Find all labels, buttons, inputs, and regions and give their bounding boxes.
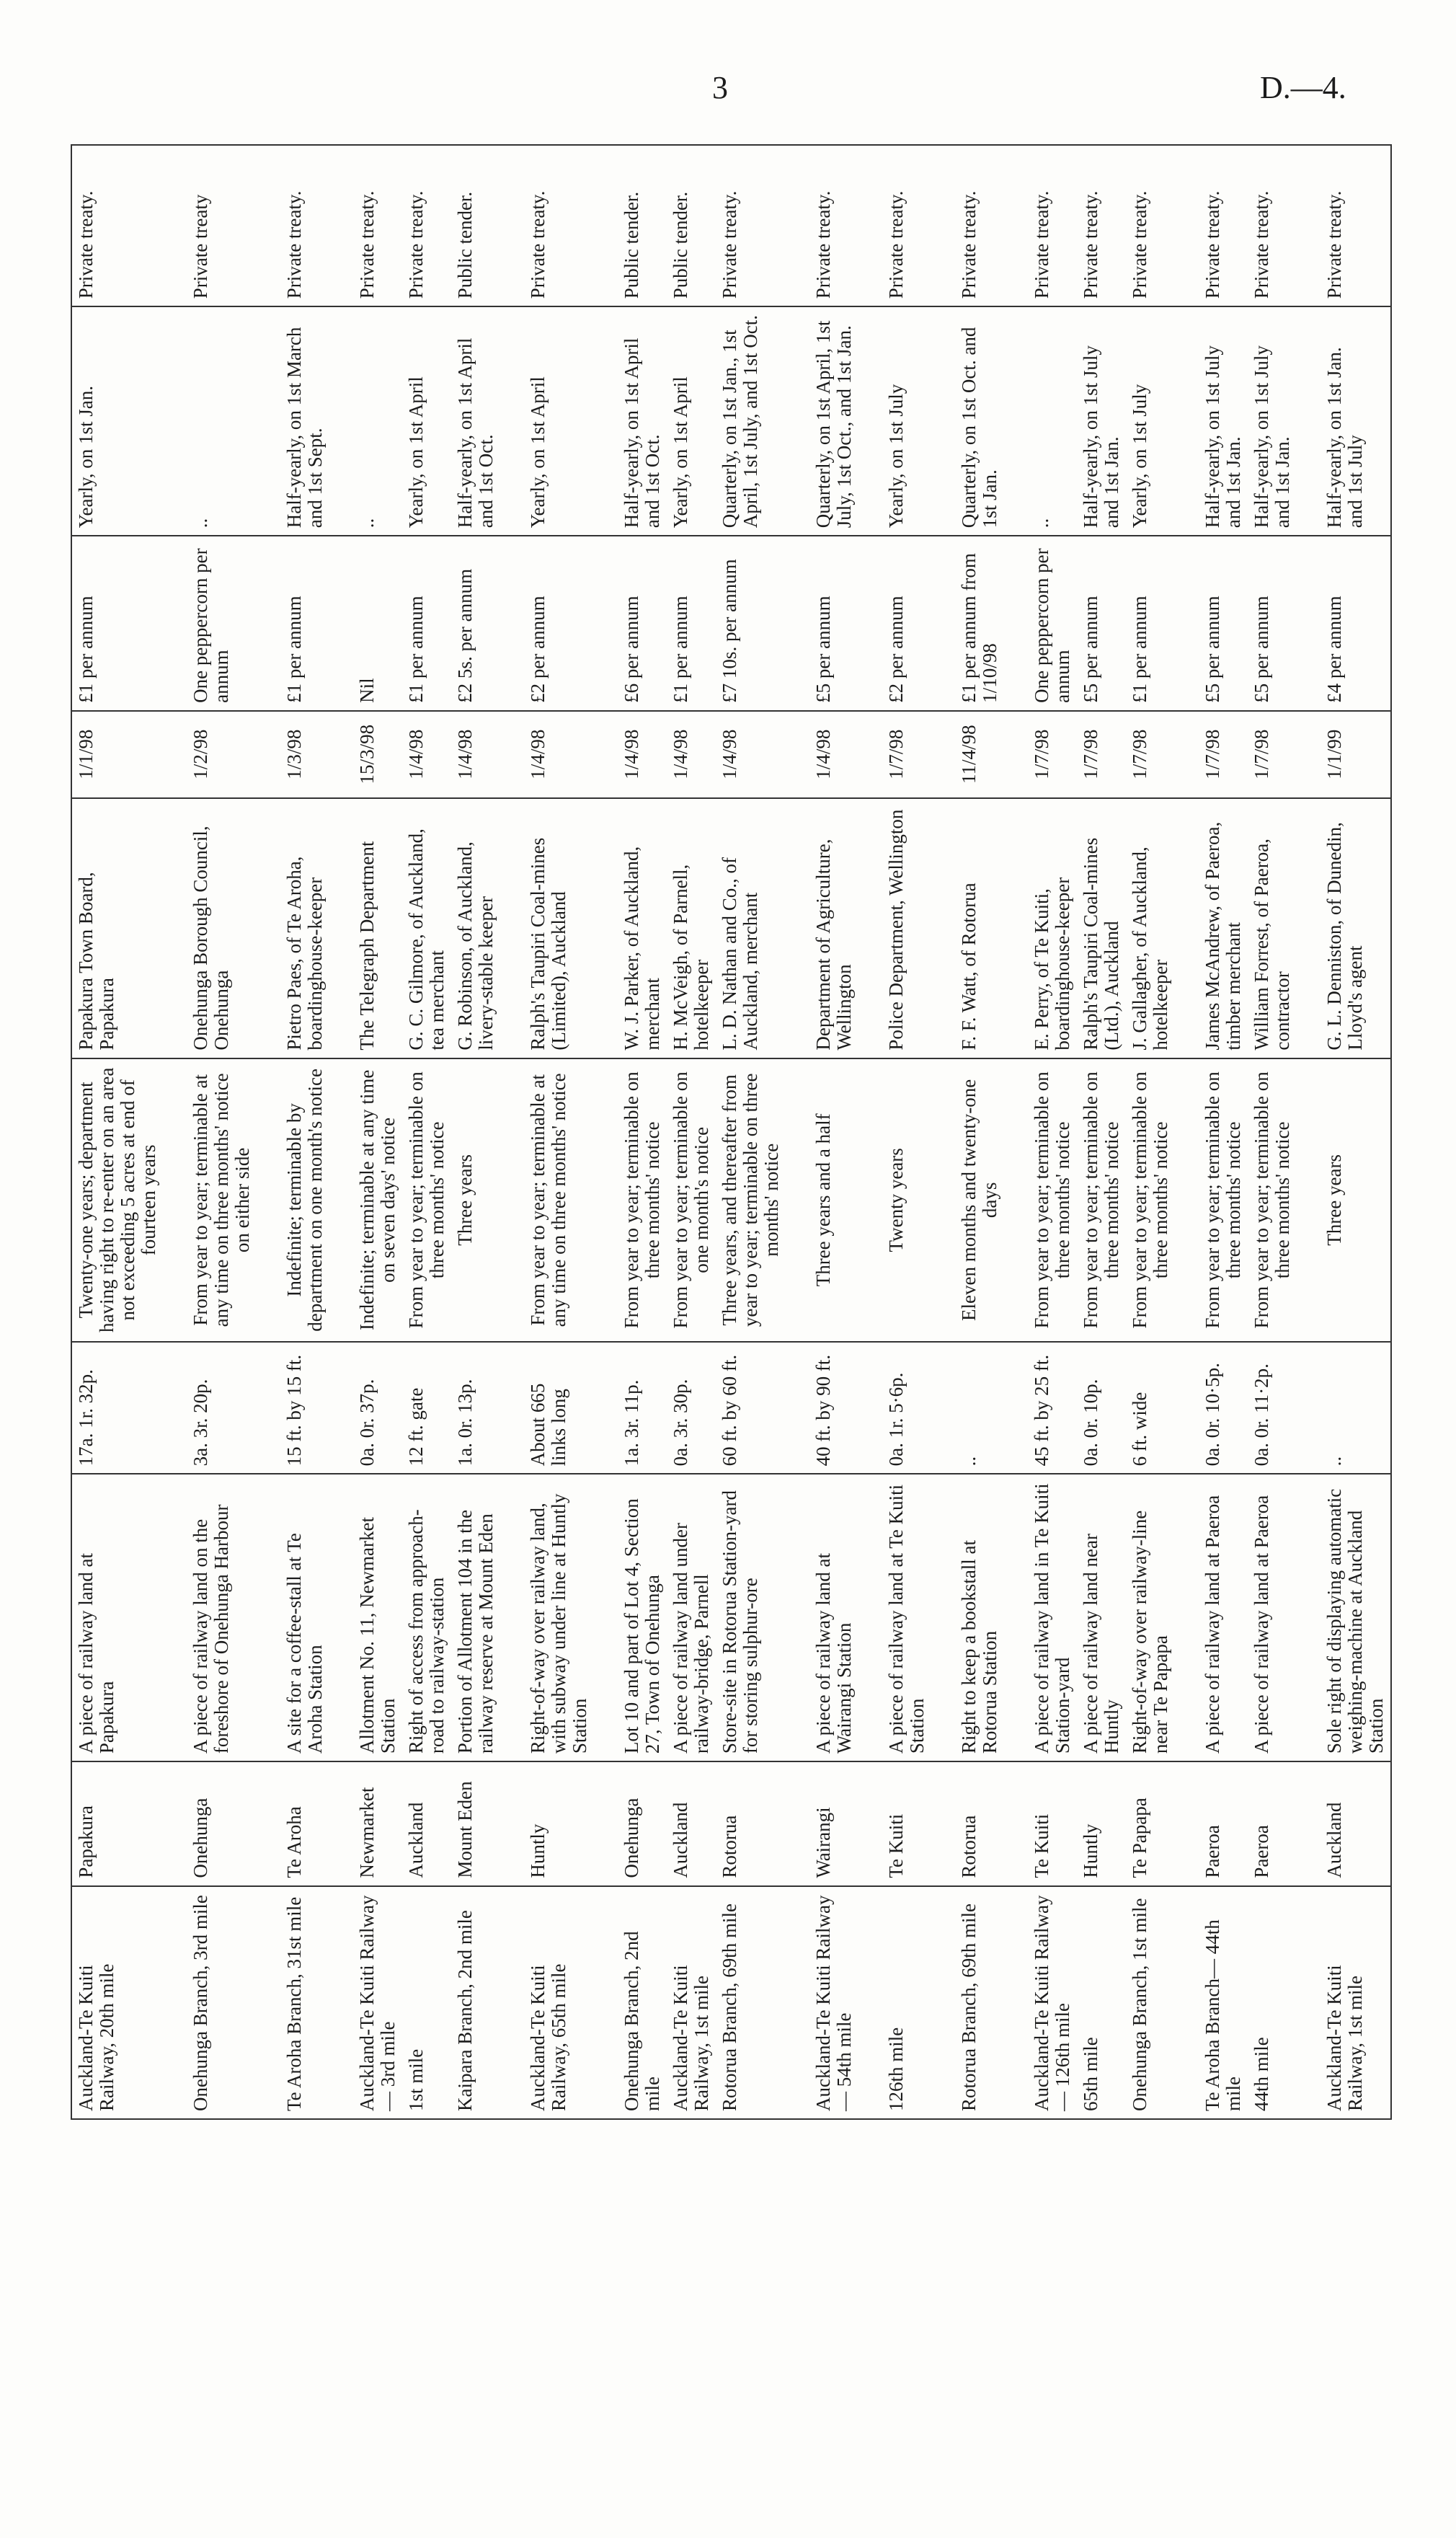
document-code: D.—4. bbox=[1260, 70, 1346, 105]
description-cell: A piece of railway land at Paeroa bbox=[1175, 1474, 1248, 1761]
rental-cell: £5 per annum bbox=[1248, 536, 1297, 711]
payment-cell: Quarterly, on 1st Oct. and 1st Jan. bbox=[931, 306, 1004, 536]
rental-cell: One peppercorn per annum bbox=[1004, 536, 1077, 711]
date-cell: 1/4/98 bbox=[667, 711, 716, 798]
railway-cell: Auckland-Te Kuiti Railway— 3rd mile bbox=[329, 1886, 402, 2119]
date-cell: 1/7/98 bbox=[1077, 711, 1126, 798]
rental-cell: £1 per annum bbox=[1126, 536, 1175, 711]
method-cell: Private treaty. bbox=[1175, 145, 1248, 306]
rental-cell: £4 per annum bbox=[1297, 536, 1391, 711]
term-cell: From year to year; terminable on three months' notice bbox=[1175, 1058, 1248, 1342]
railway-cell: 1st mile bbox=[402, 1886, 451, 2119]
term-cell: Indefinite; terminable by department on one month's notice bbox=[257, 1058, 329, 1342]
lessee-cell: Papakura Town Board, Papakura bbox=[71, 798, 163, 1058]
lessee-cell: The Telegraph Department bbox=[329, 798, 402, 1058]
method-cell: Private treaty. bbox=[402, 145, 451, 306]
term-cell: Three years bbox=[451, 1058, 500, 1342]
description-cell: A piece of railway land at Papakura bbox=[71, 1474, 163, 1761]
payment-cell: .. bbox=[1004, 306, 1077, 536]
lessee-cell: Ralph's Taupiri Coal-mines (Ltd.), Auckland bbox=[1077, 798, 1126, 1058]
description-cell: Right to keep a bookstall at Rotorua Station bbox=[931, 1474, 1004, 1761]
table-row bbox=[716, 145, 786, 2119]
station-cell: Onehunga bbox=[594, 1761, 667, 1885]
description-cell: Right-of-way over railway land, with subway under line at Huntly Station bbox=[500, 1474, 594, 1761]
description-cell: Portion of Allotment 104 in the railway reserve at Mount Eden bbox=[451, 1474, 500, 1761]
table-row bbox=[71, 145, 163, 2119]
term-cell: From year to year; terminable on three months' notice bbox=[594, 1058, 667, 1342]
railway-cell: 65th mile bbox=[1077, 1886, 1126, 2119]
method-cell: Private treaty. bbox=[1126, 145, 1175, 306]
station-cell: Auckland bbox=[667, 1761, 716, 1885]
rental-cell: Nil bbox=[329, 536, 402, 711]
table-row bbox=[1297, 145, 1391, 2119]
payment-cell: Yearly, on 1st April bbox=[500, 306, 594, 536]
railway-cell: Te Aroha Branch— 44th mile bbox=[1175, 1886, 1248, 2119]
description-cell: A piece of railway land at Paeroa bbox=[1248, 1474, 1297, 1761]
area-cell: 3a. 3r. 20p. bbox=[163, 1342, 257, 1474]
area-cell: 0a. 3r. 30p. bbox=[667, 1342, 716, 1474]
station-cell: Rotorua bbox=[716, 1761, 786, 1885]
method-cell: Private treaty. bbox=[329, 145, 402, 306]
term-cell: Indefinite; terminable at any time on seven days' notice bbox=[329, 1058, 402, 1342]
payment-cell: .. bbox=[163, 306, 257, 536]
date-cell: 1/4/98 bbox=[716, 711, 786, 798]
area-cell: 12 ft. gate bbox=[402, 1342, 451, 1474]
method-cell: Private treaty. bbox=[931, 145, 1004, 306]
lessee-cell: E. Perry, of Te Kuiti, boardinghouse-keeper bbox=[1004, 798, 1077, 1058]
method-cell: Public tender. bbox=[451, 145, 500, 306]
date-cell: 1/7/98 bbox=[858, 711, 931, 798]
railway-cell: 44th mile bbox=[1248, 1886, 1297, 2119]
lessee-cell: Onehunga Borough Council, Onehunga bbox=[163, 798, 257, 1058]
method-cell: Private treaty. bbox=[858, 145, 931, 306]
table-row bbox=[931, 145, 1004, 2119]
railway-cell: Auckland-Te Kuiti Railway— 126th mile bbox=[1004, 1886, 1077, 2119]
rental-cell: £1 per annum bbox=[257, 536, 329, 711]
description-cell: Right-of-way over railway-line near Te Papapa bbox=[1126, 1474, 1175, 1761]
lessee-cell: G. C. Gilmore, of Auckland, tea merchant bbox=[402, 798, 451, 1058]
date-cell: 1/7/98 bbox=[1248, 711, 1297, 798]
date-cell: 1/3/98 bbox=[257, 711, 329, 798]
term-cell: From year to year; terminable on three months' notice bbox=[1077, 1058, 1126, 1342]
payment-cell: .. bbox=[329, 306, 402, 536]
station-cell: Te Kuiti bbox=[858, 1761, 931, 1885]
payment-cell: Half-yearly, on 1st March and 1st Sept. bbox=[257, 306, 329, 536]
date-cell: 1/7/98 bbox=[1175, 711, 1248, 798]
area-cell: 0a. 1r. 5·6p. bbox=[858, 1342, 931, 1474]
railway-cell: Te Aroha Branch, 31st mile bbox=[257, 1886, 329, 2119]
rental-cell: £5 per annum bbox=[786, 536, 858, 711]
rental-cell: £6 per annum bbox=[594, 536, 667, 711]
description-cell: A piece of railway land under railway-bridge, Parnell bbox=[667, 1474, 716, 1761]
method-cell: Public tender. bbox=[667, 145, 716, 306]
railway-cell: Auckland-Te Kuiti Railway— 54th mile bbox=[786, 1886, 858, 2119]
area-cell: 0a. 0r. 37p. bbox=[329, 1342, 402, 1474]
term-cell: Three years bbox=[1297, 1058, 1391, 1342]
date-cell: 1/4/98 bbox=[451, 711, 500, 798]
term-cell: From year to year; terminable at any time on three months' notice bbox=[500, 1058, 594, 1342]
table-row bbox=[402, 145, 451, 2119]
payment-cell: Half-yearly, on 1st July and 1st Jan. bbox=[1248, 306, 1297, 536]
payment-cell: Quarterly, on 1st April, 1st July, 1st Oct., and 1st Jan. bbox=[786, 306, 858, 536]
station-cell: Te Papapa bbox=[1126, 1761, 1175, 1885]
railway-cell: Rotorua Branch, 69th mile bbox=[716, 1886, 786, 2119]
table-row bbox=[1077, 145, 1126, 2119]
station-cell: Te Kuiti bbox=[1004, 1761, 1077, 1885]
railway-cell: 126th mile bbox=[858, 1886, 931, 2119]
lessee-cell: James McAndrew, of Paeroa, timber merchant bbox=[1175, 798, 1248, 1058]
description-cell: Sole right of displaying automatic weighing-machine at Auckland Station bbox=[1297, 1474, 1391, 1761]
date-cell: 1/2/98 bbox=[163, 711, 257, 798]
area-cell: .. bbox=[1297, 1342, 1391, 1474]
lessee-cell: L. D. Nathan and Co., of Auckland, merchant bbox=[716, 798, 786, 1058]
date-cell: 15/3/98 bbox=[329, 711, 402, 798]
lessee-cell: William Forrest, of Paeroa, contractor bbox=[1248, 798, 1297, 1058]
table-row bbox=[1175, 145, 1248, 2119]
term-cell: Three years, and thereafter from year to year; terminable on three months' notice bbox=[716, 1058, 786, 1342]
method-cell: Private treaty. bbox=[1248, 145, 1297, 306]
table-row bbox=[858, 145, 931, 2119]
date-cell: 11/4/98 bbox=[931, 711, 1004, 798]
method-cell: Public tender. bbox=[594, 145, 667, 306]
station-cell: Newmarket bbox=[329, 1761, 402, 1885]
rental-cell: £7 10s. per annum bbox=[716, 536, 786, 711]
railway-cell: Rotorua Branch, 69th mile bbox=[931, 1886, 1004, 2119]
method-cell: Private treaty. bbox=[500, 145, 594, 306]
date-cell: 1/7/98 bbox=[1126, 711, 1175, 798]
lessee-cell: J. Gallagher, of Auckland, hotelkeeper bbox=[1126, 798, 1175, 1058]
date-cell: 1/4/98 bbox=[500, 711, 594, 798]
table-row bbox=[451, 145, 500, 2119]
payment-cell: Yearly, on 1st April bbox=[667, 306, 716, 536]
date-cell: 1/4/98 bbox=[594, 711, 667, 798]
method-cell: Private treaty. bbox=[716, 145, 786, 306]
term-cell: From year to year; terminable on three months' notice bbox=[1004, 1058, 1077, 1342]
lessee-cell: Pietro Paes, of Te Aroha, boardinghouse-keeper bbox=[257, 798, 329, 1058]
description-cell: A piece of railway land in Te Kuiti Station-yard bbox=[1004, 1474, 1077, 1761]
table-row bbox=[667, 145, 716, 2119]
rental-cell: £1 per annum bbox=[71, 536, 163, 711]
payment-cell: Half-yearly, on 1st July and 1st Jan. bbox=[1175, 306, 1248, 536]
railway-cell: Auckland-Te Kuiti Railway, 20th mile bbox=[71, 1886, 163, 2119]
term-cell: From year to year; terminable on three months' notice bbox=[402, 1058, 451, 1342]
rental-cell: £2 per annum bbox=[858, 536, 931, 711]
table-row bbox=[329, 145, 402, 2119]
area-cell: 0a. 0r. 11·2p. bbox=[1248, 1342, 1297, 1474]
area-cell: 45 ft. by 25 ft. bbox=[1004, 1342, 1077, 1474]
area-cell: 0a. 0r. 10·5p. bbox=[1175, 1342, 1248, 1474]
area-cell: 6 ft. wide bbox=[1126, 1342, 1175, 1474]
station-cell: Te Aroha bbox=[257, 1761, 329, 1885]
table-row bbox=[1004, 145, 1077, 2119]
description-cell: A site for a coffee-stall at Te Aroha Station bbox=[257, 1474, 329, 1761]
date-cell: 1/7/98 bbox=[1004, 711, 1077, 798]
table-row bbox=[1248, 145, 1297, 2119]
rental-cell: One peppercorn per annum bbox=[163, 536, 257, 711]
date-cell: 1/1/98 bbox=[71, 711, 163, 798]
page-number: 3 bbox=[712, 70, 728, 105]
station-cell: Auckland bbox=[1297, 1761, 1391, 1885]
rental-cell: £5 per annum bbox=[1175, 536, 1248, 711]
table-row bbox=[1126, 145, 1175, 2119]
rental-cell: £5 per annum bbox=[1077, 536, 1126, 711]
date-cell: 1/4/98 bbox=[786, 711, 858, 798]
payment-cell: Yearly, on 1st July bbox=[1126, 306, 1175, 536]
lessee-cell: H. McVeigh, of Parnell, hotelkeeper bbox=[667, 798, 716, 1058]
area-cell: .. bbox=[931, 1342, 1004, 1474]
station-cell: Paeroa bbox=[1175, 1761, 1248, 1885]
payment-cell: Half-yearly, on 1st April and 1st Oct. bbox=[594, 306, 667, 536]
description-cell: Right of access from approach-road to railway-station bbox=[402, 1474, 451, 1761]
payment-cell: Yearly, on 1st April bbox=[402, 306, 451, 536]
station-cell: Huntly bbox=[500, 1761, 594, 1885]
rental-cell: £2 5s. per annum bbox=[451, 536, 500, 711]
description-cell: A piece of railway land on the foreshore of Onehunga Harbour bbox=[163, 1474, 257, 1761]
description-cell: Store-site in Rotorua Station-yard for storing sulphur-ore bbox=[716, 1474, 786, 1761]
payment-cell: Yearly, on 1st July bbox=[858, 306, 931, 536]
term-cell: From year to year; terminable on one month's notice bbox=[667, 1058, 716, 1342]
lessee-cell: Ralph's Taupiri Coal-mines (Limited), Auckland bbox=[500, 798, 594, 1058]
rental-cell: £1 per annum bbox=[402, 536, 451, 711]
payment-cell: Half-yearly, on 1st July and 1st Jan. bbox=[1077, 306, 1126, 536]
method-cell: Private treaty. bbox=[1077, 145, 1126, 306]
station-cell: Wairangi bbox=[786, 1761, 858, 1885]
station-cell: Auckland bbox=[402, 1761, 451, 1885]
term-cell: Eleven months and twenty-one days bbox=[931, 1058, 1004, 1342]
rental-cell: £2 per annum bbox=[500, 536, 594, 711]
area-cell: 15 ft. by 15 ft. bbox=[257, 1342, 329, 1474]
station-cell: Paeroa bbox=[1248, 1761, 1297, 1885]
term-cell: Twenty-one years; department having right to re-enter on an area not exceeding 5 acres at end of fourteen years bbox=[71, 1058, 163, 1342]
railway-cell: Auckland-Te Kuiti Railway, 1st mile bbox=[667, 1886, 716, 2119]
table-row bbox=[257, 145, 329, 2119]
rotated-table-container bbox=[71, 144, 1387, 2120]
area-cell: 60 ft. by 60 ft. bbox=[716, 1342, 786, 1474]
term-cell: From year to year; terminable on three months' notice bbox=[1248, 1058, 1297, 1342]
method-cell: Private treaty. bbox=[1297, 145, 1391, 306]
term-cell: From year to year; terminable at any time on three months' notice on either side bbox=[163, 1058, 257, 1342]
station-cell: Onehunga bbox=[163, 1761, 257, 1885]
rental-cell: £1 per annum bbox=[667, 536, 716, 711]
term-cell: From year to year; terminable on three months' notice bbox=[1126, 1058, 1175, 1342]
station-cell: Mount Eden bbox=[451, 1761, 500, 1885]
payment-cell: Half-yearly, on 1st Jan. and 1st July bbox=[1297, 306, 1391, 536]
term-cell: Twenty years bbox=[858, 1058, 931, 1342]
area-cell: 1a. 3r. 11p. bbox=[594, 1342, 667, 1474]
table-row bbox=[500, 145, 594, 2119]
area-cell: 40 ft. by 90 ft. bbox=[786, 1342, 858, 1474]
railway-cell: Auckland-Te Kuiti Railway, 65th mile bbox=[500, 1886, 594, 2119]
date-cell: 1/4/98 bbox=[402, 711, 451, 798]
table-row bbox=[594, 145, 667, 2119]
lessee-cell: F. F. Watt, of Rotorua bbox=[931, 798, 1004, 1058]
railway-cell: Auckland-Te Kuiti Railway, 1st mile bbox=[1297, 1886, 1391, 2119]
lessee-cell: Police Department, Wellington bbox=[858, 798, 931, 1058]
method-cell: Private treaty. bbox=[257, 145, 329, 306]
description-cell: Allotment No. 11, Newmarket Station bbox=[329, 1474, 402, 1761]
description-cell: A piece of railway land at Wairangi Station bbox=[786, 1474, 858, 1761]
station-cell: Rotorua bbox=[931, 1761, 1004, 1885]
method-cell: Private treaty. bbox=[1004, 145, 1077, 306]
table-row bbox=[163, 145, 257, 2119]
term-cell: Three years and a half bbox=[786, 1058, 858, 1342]
lessee-cell: Department of Agriculture, Wellington bbox=[786, 798, 858, 1058]
railway-cell: Kaipara Branch, 2nd mile bbox=[451, 1886, 500, 2119]
station-cell: Papakura bbox=[71, 1761, 163, 1885]
area-cell: About 665 links long bbox=[500, 1342, 594, 1474]
rental-cell: £1 per annum from 1/10/98 bbox=[931, 536, 1004, 711]
lessee-cell: G. Robinson, of Auckland, livery-stable keeper bbox=[451, 798, 500, 1058]
table-body bbox=[71, 145, 1391, 2119]
railway-cell: Onehunga Branch, 3rd mile bbox=[163, 1886, 257, 2119]
lease-table bbox=[71, 144, 1392, 2120]
method-cell: Private treaty. bbox=[786, 145, 858, 306]
station-cell: Huntly bbox=[1077, 1761, 1126, 1885]
table-row bbox=[786, 145, 858, 2119]
payment-cell: Half-yearly, on 1st April and 1st Oct. bbox=[451, 306, 500, 536]
area-cell: 0a. 0r. 10p. bbox=[1077, 1342, 1126, 1474]
railway-cell: Onehunga Branch, 2nd mile bbox=[594, 1886, 667, 2119]
area-cell: 17a. 1r. 32p. bbox=[71, 1342, 163, 1474]
payment-cell: Quarterly, on 1st Jan., 1st April, 1st July, and 1st Oct. bbox=[716, 306, 786, 536]
lessee-cell: W. J. Parker, of Auckland, merchant bbox=[594, 798, 667, 1058]
description-cell: A piece of railway land at Te Kuiti Station bbox=[858, 1474, 931, 1761]
method-cell: Private treaty bbox=[163, 145, 257, 306]
railway-cell: Onehunga Branch, 1st mile bbox=[1126, 1886, 1175, 2119]
payment-cell: Yearly, on 1st Jan. bbox=[71, 306, 163, 536]
area-cell: 1a. 0r. 13p. bbox=[451, 1342, 500, 1474]
method-cell: Private treaty. bbox=[71, 145, 163, 306]
description-cell: A piece of railway land near Huntly bbox=[1077, 1474, 1126, 1761]
lessee-cell: G. L. Denniston, of Dunedin, Lloyd's agent bbox=[1297, 798, 1391, 1058]
date-cell: 1/1/99 bbox=[1297, 711, 1391, 798]
description-cell: Lot 10 and part of Lot 4, Section 27, Town of Onehunga bbox=[594, 1474, 667, 1761]
